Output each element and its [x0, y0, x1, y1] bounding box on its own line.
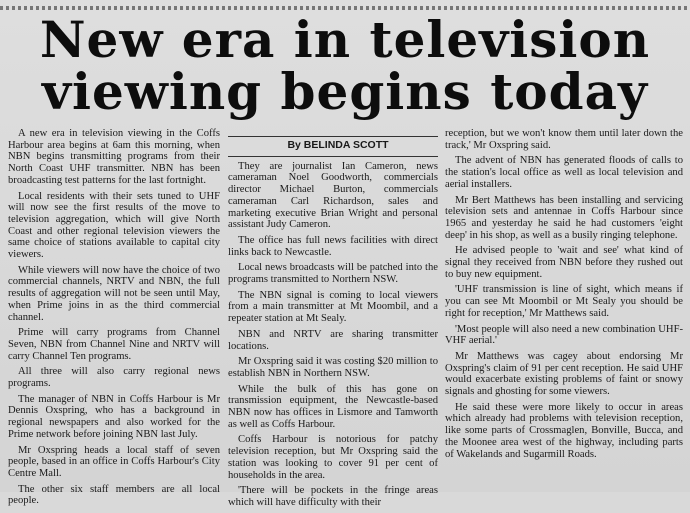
paragraph: reception, but we won't know them until later down the track,' Mr Oxspring said. [445, 128, 683, 151]
paragraph: While viewers will now have the choice of two commercial channels, NRTV and NBN, the full results of aggregation will not be seen until May, when Prime joins in as the third commercial channel. [8, 264, 220, 323]
paragraph: NBN and NRTV are sharing transmitter locations. [228, 328, 438, 352]
byline-rule [228, 136, 438, 137]
paragraph: Local news broadcasts will be patched into the programs transmitted to Northern NSW. [228, 262, 438, 286]
paragraph: Mr Oxspring said it was costing $20 million to establish NBN in Northern NSW. [228, 356, 438, 379]
paragraph: 'Most people will also need a new combination UHF-VHF aerial.' [445, 323, 683, 347]
paragraph: Local residents with their sets tuned to UHF will now see the first results of the move to television aggregation, which will give North Coast and other regional television viewers the same choice of stations available to capital city viewers. [8, 190, 220, 261]
headline [0, 10, 690, 121]
byline: By BELINDA SCOTT [228, 138, 438, 157]
paragraph: Mr Bert Matthews has been installing and servicing television sets and antennae in Coffs Harbour since 1965 and yesterday he said he had customers 'eight deep' in his shop, as well as a busily ringing telephone. [445, 194, 683, 241]
article-column-3 [445, 128, 683, 464]
article-column-1 [8, 128, 220, 511]
paragraph: 'UHF transmission is line of sight, which means if you can see Mt Moombil or Mt Sealy you should be right for reception,' Mr Matthews said. [445, 284, 683, 319]
headline-line-2: viewing begins today [41, 62, 649, 121]
paragraph: 'There will be pockets in the fringe areas which will have difficulty with their [228, 485, 438, 508]
paragraph: Coffs Harbour is notorious for patchy television reception, but Mr Oxspring said the station was looking to cover 91 per cent of households in the area. [228, 434, 438, 481]
paragraph: The other six staff members are all local people. [8, 483, 220, 507]
paragraph: The office has full news facilities with direct links back to Newcastle. [228, 234, 438, 258]
headline-line-1: New era in television [39, 10, 651, 69]
paragraph: He advised people to 'wait and see' what kind of signal they received from NBN before they rushed out to buy new equipment. [445, 245, 683, 280]
article-column-2 [228, 136, 438, 513]
paragraph: He said these were more likely to occur in areas which already had problems with television reception, like some parts of Crossmaglen, Bonville, Bucca, and the Moonee area west of the highway, including parts of Wakelands and Sugarmill Roads. [445, 401, 683, 460]
paragraph: Prime will carry programs from Channel Seven, NBN from Channel Nine and NRTV will carry Channel Ten programs. [8, 327, 220, 362]
paragraph: While the bulk of this has gone on transmission equipment, the Newcastle-based NBN now has offices in Lismore and Tamworth as well as Coffs Harbour. [228, 383, 438, 430]
paragraph: A new era in television viewing in the Coffs Harbour area begins at 6am this morning, when NBN begins transmitting programs from their North Coast UHF transmitter. NBN has been broadcasting test patterns for the last fortnight. [8, 128, 220, 186]
paragraph: The NBN signal is coming to local viewers from a main transmitter at Mt Moombil, and a repeater station at Mt Sealy. [228, 289, 438, 325]
paragraph: The advent of NBN has generated floods of calls to the station's local office as well as local television and aerial installers. [445, 155, 683, 190]
paragraph: Mr Oxspring heads a local staff of seven people, based in an office in Coffs Harbour's City Centre Mall. [8, 444, 220, 479]
paragraph: All three will also carry regional news programs. [8, 366, 220, 390]
paragraph: The manager of NBN in Coffs Harbour is Mr Dennis Oxspring, who has a background in regional newspapers and also worked for the Prime network before joining NBN last July. [8, 393, 220, 440]
paragraph: Mr Matthews was cagey about endorsing Mr Oxspring's claim of 91 per cent reception. He said UHF would exacerbate existing problems of faint or snowy signals and ghosting for some viewers. [445, 350, 683, 398]
paragraph: They are journalist Ian Cameron, news cameraman Noel Goodworth, commercials director Michael Burton, commercials cameraman Carl Richardson, sales and marketing executive Brian Wright and personal assistant Judy Cameron. [228, 160, 438, 231]
